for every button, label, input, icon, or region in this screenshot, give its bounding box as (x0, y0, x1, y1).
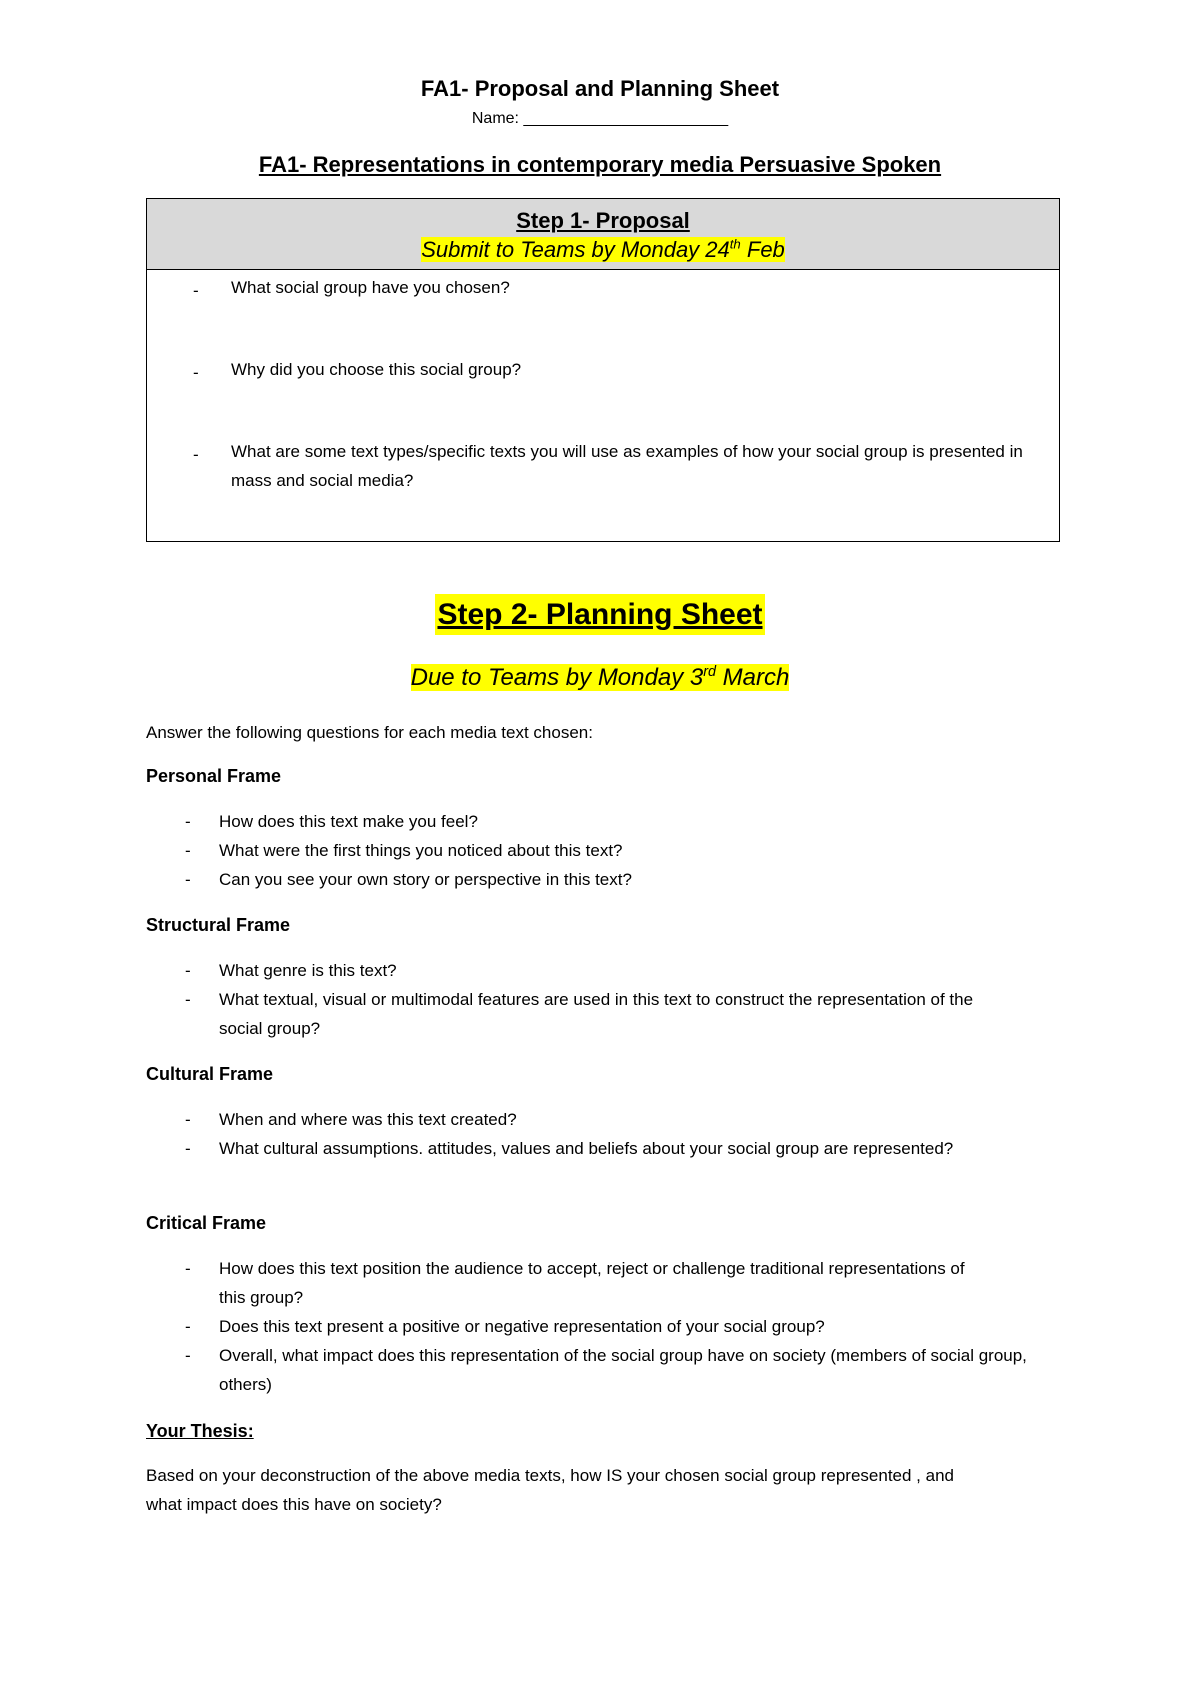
step1-header-cell (147, 199, 1059, 270)
structural-frame-heading: Structural Frame (146, 915, 291, 935)
document-title: FA1- Proposal and Planning Sheet (420, 76, 780, 101)
step1-question-3: What are some text types/specific texts you will use as examples of how your social group is presented in mass and social media? (231, 442, 1023, 490)
step1-heading: Step 1- Proposal (516, 208, 690, 233)
assessment-subtitle: FA1- Representations in contemporary media Persuasive Spoken (258, 152, 942, 177)
step1-question-1: What social group have you chosen? (231, 278, 510, 297)
step1-dash: - (193, 281, 199, 300)
step1-dash: - (193, 363, 199, 382)
step1-proposal-table (146, 198, 1060, 542)
thesis-heading: Your Thesis: (146, 1421, 254, 1441)
thesis-prompt: Based on your deconstruction of the above media texts, how IS your chosen social group represented , and what impact does this have on society? (146, 1466, 954, 1514)
step1-dash: - (193, 445, 199, 464)
document-page: FA1- Proposal and Planning Sheet Name: _______________________ FA1- Representations in contemporary media Persuasive Spoken Step 1- Proposal Submit to Teams by Monday 24th Feb - What social group have you chosen? - Why did you choose this social group? - What are some text types/specific texts you will use as examples of how your social group is presented in mass and social media? Step 2- Planning Sheet Due to Teams by Monday 3rd March Answer the following questions for each media text chosen: Personal Frame - How does this text make you feel? - What were the first things you noticed about this text? - Can you see your own story or perspective in this text? Structural Frame - What genre is this text? - What textual, visual or multimodal features are used in this text to construct the representation of the social group? Cultural Frame - When and where was this text created? - What cultural assumptions. attitudes, values and beliefs about your social group are represented? Critical Frame - How does this text position the audience to accept, reject or challenge traditional representations of this group? - Does this text present a positive or negative representation of your social group? - Overall, what impact does this representation of the social group have on society (members of social group, others) Your Thesis: Based on your deconstruction of the above media texts, how IS your chosen social group represented , and what impact does this have on society? (0, 0, 1200, 1696)
step2-heading: Step 2- Planning Sheet (435, 594, 764, 635)
cultural-frame-heading: Cultural Frame (146, 1064, 274, 1084)
step2-intro: Answer the following questions for each media text chosen: (146, 723, 593, 742)
critical-frame-heading: Critical Frame (146, 1213, 267, 1233)
personal-frame-heading: Personal Frame (146, 766, 282, 786)
step1-due-date: Submit to Teams by Monday 24th Feb (421, 236, 785, 262)
step2-due-date: Due to Teams by Monday 3rd March (410, 664, 790, 691)
step1-question-2: Why did you choose this social group? (231, 360, 522, 379)
name-field-line: Name: _______________________ (471, 110, 729, 127)
